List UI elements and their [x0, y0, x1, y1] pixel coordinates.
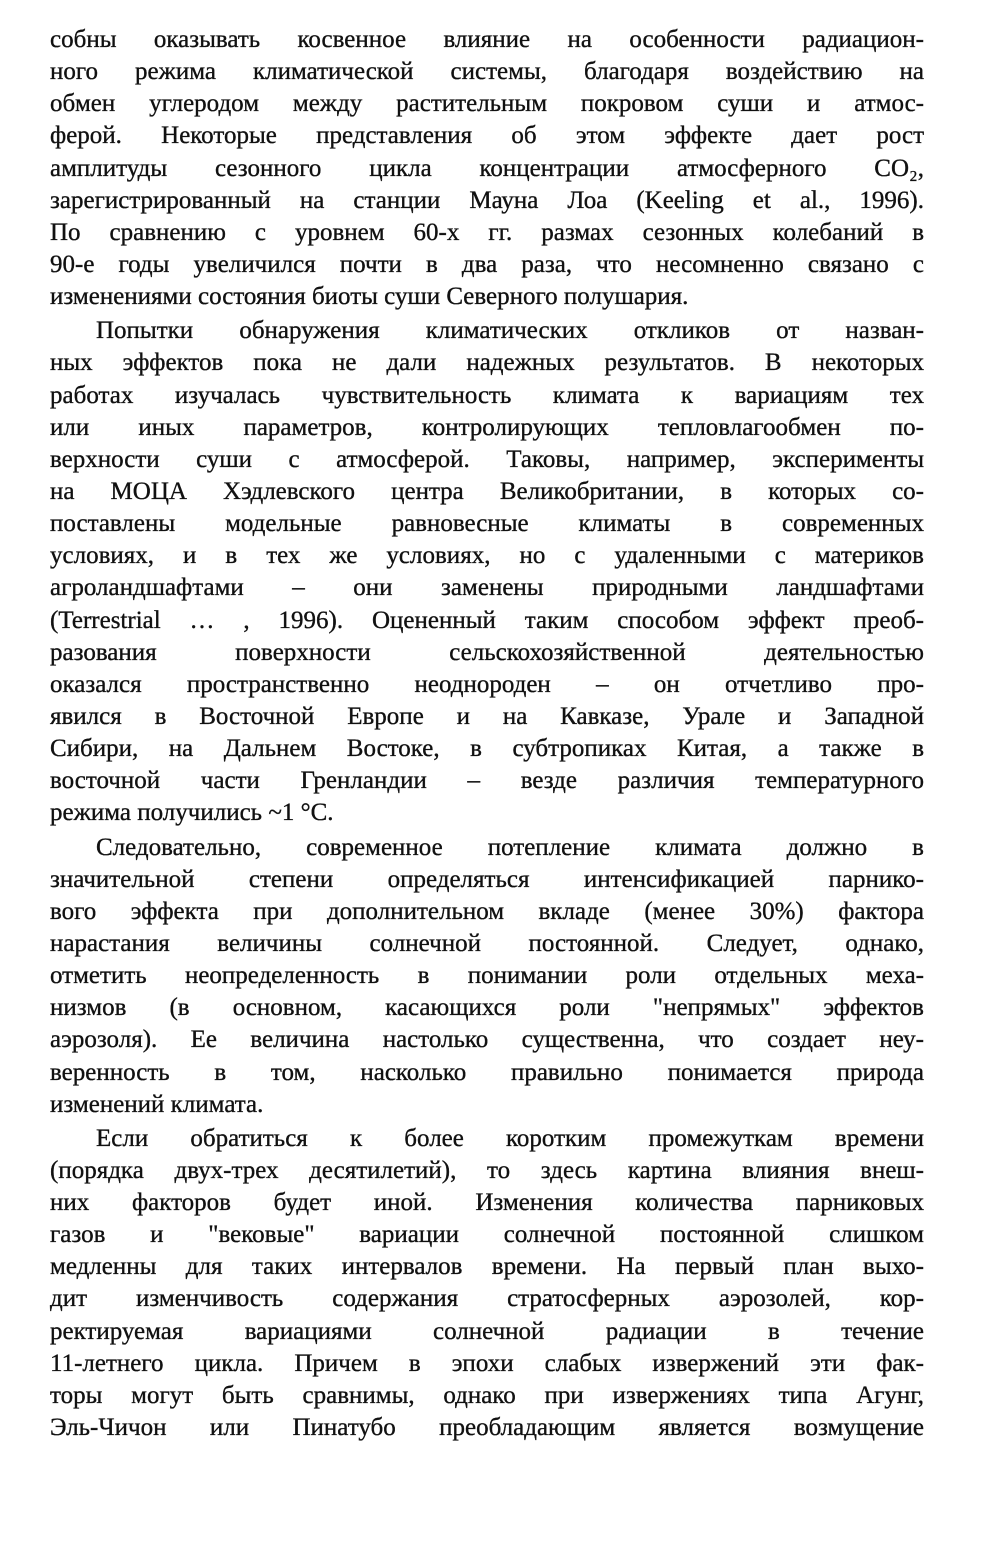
text-line: верхности суши с атмосферой. Таковы, например, эксперименты	[50, 445, 924, 473]
text-line: Сибири, на Дальнем Востоке, в субтропиках Китая, а также в	[50, 735, 924, 763]
text-line: явился в Восточной Европе и на Кавказе, Урале и Западной	[50, 702, 924, 730]
text-line: Если обратиться к более коротким промежуткам времени	[96, 1124, 924, 1152]
text-line: Следовательно, современное потепление климата должно в	[96, 833, 924, 861]
text-line: значительной степени определяться интенсификацией парнико-	[50, 865, 924, 893]
paragraph	[50, 24, 924, 313]
text-line: разования поверхности сельскохозяйственной деятельностью	[50, 638, 924, 666]
text-line: 90-е годы увеличился почти в два раза, что несомненно связано с	[50, 250, 924, 278]
text-line: восточной части Гренландии – везде различия температурного	[50, 767, 924, 795]
text-line: низмов (в основном, касающихся роли "непрямых" эффектов	[50, 994, 924, 1022]
text-line: обмен углеродом между растительным покровом суши и атмос-	[50, 90, 924, 118]
text-line: аэрозоля). Ее величина настолько существенна, что создает неу-	[50, 1026, 924, 1054]
text-line: на МОЦА Хэдлевского центра Великобритании, в которых со-	[50, 477, 924, 505]
text-line: веренность в том, насколько правильно понимается природа	[50, 1058, 924, 1086]
text-line: них факторов будет иной. Изменения количества парниковых	[50, 1189, 924, 1217]
text-line: зарегистрированный на станции Мауна Лоа (Keeling et al., 1996).	[50, 186, 924, 214]
text-line: газов и "вековые" вариации солнечной постоянной слишком	[50, 1221, 924, 1249]
text-line: ректируемая вариациями солнечной радиации в течение	[50, 1317, 924, 1345]
body-text	[50, 24, 924, 1444]
text-line: Эль-Чичон или Пинатубо преобладающим является возмущение	[50, 1414, 924, 1442]
text-line: ферой. Некоторые представления об этом эффекте дает рост	[50, 122, 924, 150]
text-line: работах изучалась чувствительность климата к вариациям тех	[50, 381, 924, 409]
text-line: По сравнению с уровнем 60-х гг. размах сезонных колебаний в	[50, 218, 924, 246]
paragraph	[50, 832, 924, 1121]
text-line: поставлены модельные равновесные климаты в современных	[50, 510, 924, 538]
text-line: изменениями состояния биоты суши Северного полушария.	[50, 283, 689, 311]
paragraph	[50, 1123, 924, 1444]
text-line: режима получились ~1 °С.	[50, 799, 334, 827]
text-line: собны оказывать косвенное влияние на особенности радиацион-	[50, 26, 924, 53]
text-line: вого эффекта при дополнительном вкладе (менее 30%) фактора	[50, 897, 924, 925]
text-line: оказался пространственно неоднороден – он отчетливо про-	[50, 670, 924, 698]
text-line: (Terrestrial … , 1996). Оцененный таким способом эффект преоб-	[50, 606, 924, 634]
text-line: 11-летнего цикла. Причем в эпохи слабых извержений эти фак-	[50, 1349, 924, 1377]
text-line: амплитуды сезонного цикла концентрации атмосферного CO₂,	[50, 154, 924, 182]
text-line: изменений климата.	[50, 1090, 264, 1118]
text-line: дит изменчивость содержания стратосферных аэрозолей, кор-	[50, 1285, 924, 1313]
text-line: агроландшафтами – они заменены природными ландшафтами	[50, 574, 924, 602]
text-line: ного режима климатической системы, благодаря воздействию на	[50, 58, 924, 86]
text-line: условиях, и в тех же условиях, но с удаленными с материков	[50, 542, 924, 570]
text-line: медленны для таких интервалов времени. На первый план выхо-	[50, 1253, 924, 1281]
text-line: Попытки обнаружения климатических откликов от назван-	[96, 317, 924, 345]
text-line: торы могут быть сравнимы, однако при извержениях типа Агунг,	[50, 1381, 924, 1409]
paragraph	[50, 315, 924, 829]
text-line: ных эффектов пока не дали надежных результатов. В некоторых	[50, 349, 924, 377]
text-line: нарастания величины солнечной постоянной. Следует, однако,	[50, 929, 924, 957]
text-line: отметить неопределенность в понимании роли отдельных меха-	[50, 962, 924, 990]
text-line: (порядка двух-трех десятилетий), то здесь картина влияния внеш-	[50, 1156, 924, 1184]
text-line: или иных параметров, контролирующих тепловлагообмен по-	[50, 413, 924, 441]
